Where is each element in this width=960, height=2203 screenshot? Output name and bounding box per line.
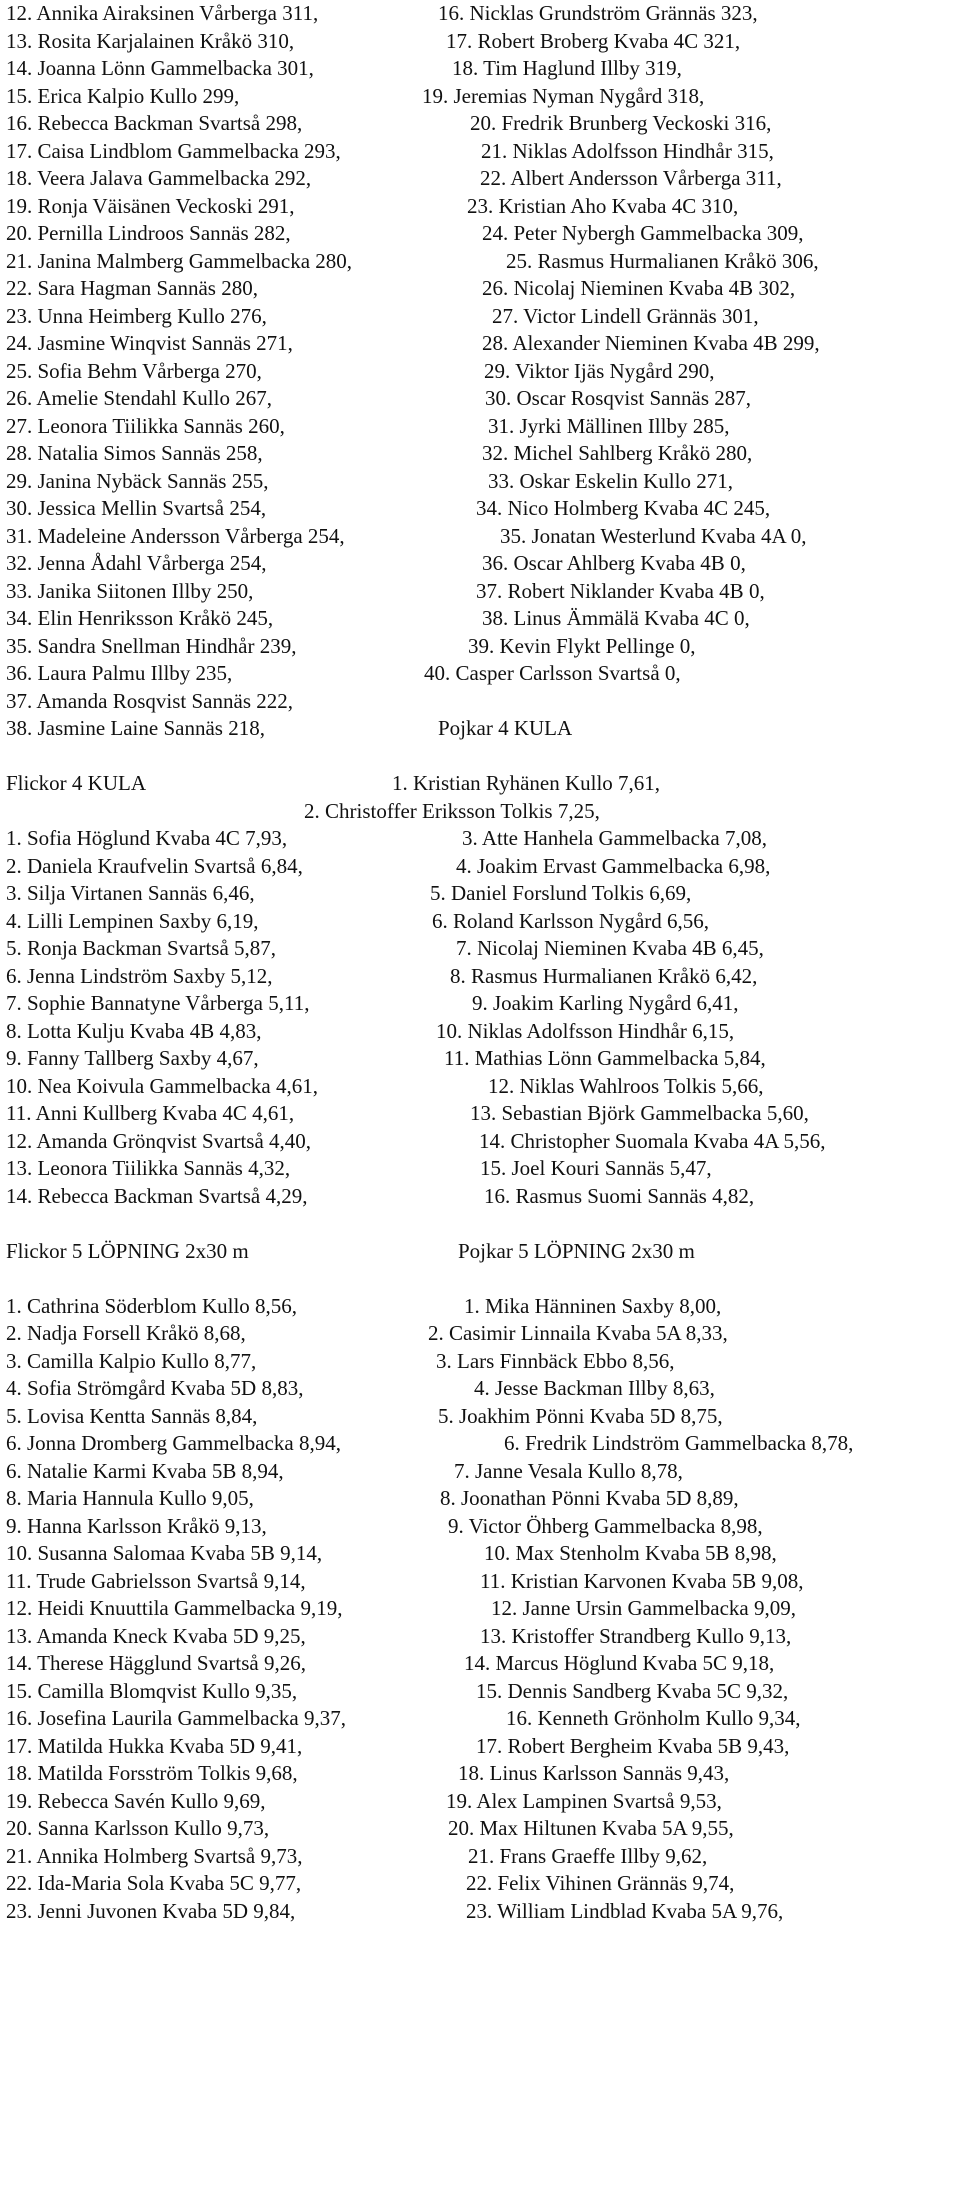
left-column-entry: 21. Janina Malmberg Gammelbacka 280, xyxy=(6,248,353,273)
left-column-entry: 27. Leonora Tiilikka Sannäs 260, xyxy=(6,413,285,438)
result-line xyxy=(6,330,956,358)
left-column-entry: 12. Amanda Grönqvist Svartså 4,40, xyxy=(6,1128,312,1153)
right-column-entry: 15. Dennis Sandberg Kvaba 5C 9,32, xyxy=(476,1678,789,1703)
result-line xyxy=(6,385,956,413)
right-column-entry: 34. Nico Holmberg Kvaba 4C 245, xyxy=(476,496,771,520)
left-column-entry: 9. Fanny Tallberg Saxby 4,67, xyxy=(6,1046,259,1070)
left-column-entry: 9. Hanna Karlsson Kråkö 9,13, xyxy=(6,1513,267,1538)
left-column-entry: 31. Madeleine Andersson Vårberga 254, xyxy=(6,523,345,548)
left-column-entry: 17. Matilda Hukka Kvaba 5D 9,41, xyxy=(6,1733,303,1758)
left-column-entry: 23. Unna Heimberg Kullo 276, xyxy=(6,303,267,328)
left-column-entry: 13. Amanda Kneck Kvaba 5D 9,25, xyxy=(6,1623,306,1648)
right-column-entry: 33. Oskar Eskelin Kullo 271, xyxy=(488,468,733,493)
right-column-entry: 11. Mathias Lönn Gammelbacka 5,84, xyxy=(444,1046,766,1070)
result-line xyxy=(6,605,956,633)
result-line xyxy=(6,1100,956,1128)
right-column-entry: 16. Kenneth Grönholm Kullo 9,34, xyxy=(506,1706,801,1730)
result-line xyxy=(6,28,956,56)
left-column-entry: 15. Erica Kalpio Kullo 299, xyxy=(6,83,240,108)
right-column-entry: 14. Marcus Höglund Kvaba 5C 9,18, xyxy=(464,1651,775,1675)
result-line xyxy=(6,770,956,798)
right-column-entry: Pojkar 4 KULA xyxy=(438,716,573,740)
left-column-entry: 22. Sara Hagman Sannäs 280, xyxy=(6,276,258,300)
right-column-entry: 22. Felix Vihinen Grännäs 9,74, xyxy=(466,1871,735,1895)
result-line xyxy=(6,1898,956,1926)
right-column-entry: 5. Joakhim Pönni Kvaba 5D 8,75, xyxy=(438,1403,723,1428)
result-line xyxy=(6,1623,956,1651)
right-column-entry: 35. Jonatan Westerlund Kvaba 4A 0, xyxy=(500,523,807,548)
right-column-entry: 2. Casimir Linnaila Kvaba 5A 8,33, xyxy=(428,1321,728,1345)
right-column-entry: 18. Tim Haglund Illby 319, xyxy=(452,56,682,80)
result-line xyxy=(6,1513,956,1541)
result-line xyxy=(6,1018,956,1046)
right-column-entry: 4. Joakim Ervast Gammelbacka 6,98, xyxy=(456,853,771,878)
right-column-entry: 16. Rasmus Suomi Sannäs 4,82, xyxy=(484,1183,755,1208)
right-column-entry: 40. Casper Carlsson Svartså 0, xyxy=(424,661,681,685)
right-column-entry: 1. Mika Hänninen Saxby 8,00, xyxy=(464,1293,722,1318)
result-line xyxy=(6,303,956,331)
left-column-entry: 12. Heidi Knuuttila Gammelbacka 9,19, xyxy=(6,1596,343,1620)
left-column-entry: 14. Therese Hägglund Svartså 9,26, xyxy=(6,1651,306,1675)
result-line xyxy=(6,358,956,386)
result-line xyxy=(6,1348,956,1376)
left-column-entry: 10. Nea Koivula Gammelbacka 4,61, xyxy=(6,1073,318,1098)
result-line xyxy=(6,1843,956,1871)
result-line xyxy=(6,1073,956,1101)
result-line xyxy=(6,193,956,221)
left-column-entry: 36. Laura Palmu Illby 235, xyxy=(6,661,233,685)
result-line xyxy=(6,275,956,303)
right-column-entry: 13. Kristoffer Strandberg Kullo 9,13, xyxy=(480,1623,792,1648)
result-line xyxy=(6,1678,956,1706)
right-column-entry: 28. Alexander Nieminen Kvaba 4B 299, xyxy=(482,331,820,355)
right-column-entry: 9. Joakim Karling Nygård 6,41, xyxy=(472,991,739,1015)
left-column-entry: 8. Lotta Kulju Kvaba 4B 4,83, xyxy=(6,1018,262,1043)
result-line xyxy=(6,1183,956,1211)
result-line xyxy=(6,935,956,963)
result-line xyxy=(6,1238,956,1266)
left-column-entry: 8. Maria Hannula Kullo 9,05, xyxy=(6,1486,254,1510)
right-column-entry: 17. Robert Bergheim Kvaba 5B 9,43, xyxy=(476,1733,790,1758)
result-line xyxy=(6,1403,956,1431)
left-column-entry: 35. Sandra Snellman Hindhår 239, xyxy=(6,633,297,658)
result-line xyxy=(6,1128,956,1156)
result-line xyxy=(6,880,956,908)
right-column-entry: 21. Frans Graeffe Illby 9,62, xyxy=(468,1843,708,1868)
result-line xyxy=(6,220,956,248)
left-column-entry: 6. Jenna Lindström Saxby 5,12, xyxy=(6,963,273,988)
right-column-entry: 12. Janne Ursin Gammelbacka 9,09, xyxy=(491,1596,797,1620)
left-column-entry: 2. Nadja Forsell Kråkö 8,68, xyxy=(6,1321,246,1345)
result-line xyxy=(6,55,956,83)
result-line xyxy=(6,1595,956,1623)
right-column-entry: 5. Daniel Forslund Tolkis 6,69, xyxy=(430,881,692,905)
right-column-entry: 20. Max Hiltunen Kvaba 5A 9,55, xyxy=(448,1816,734,1840)
left-column-entry: 3. Silja Virtanen Sannäs 6,46, xyxy=(6,881,255,905)
right-column-entry: 23. Kristian Aho Kvaba 4C 310, xyxy=(467,193,739,218)
left-column-entry: Flickor 5 LÖPNING 2x30 m xyxy=(6,1238,249,1263)
result-line xyxy=(6,853,956,881)
result-line xyxy=(6,1293,956,1321)
right-column-entry: 19. Alex Lampinen Svartså 9,53, xyxy=(446,1788,722,1813)
result-line xyxy=(6,1650,956,1678)
left-column-entry: 17. Caisa Lindblom Gammelbacka 293, xyxy=(6,138,341,163)
right-column-entry: 10. Max Stenholm Kvaba 5B 8,98, xyxy=(484,1541,777,1565)
result-line xyxy=(6,248,956,276)
left-column-entry: 19. Ronja Väisänen Veckoski 291, xyxy=(6,193,295,218)
left-column-entry: 18. Veera Jalava Gammelbacka 292, xyxy=(6,166,312,190)
right-column-entry: 3. Atte Hanhela Gammelbacka 7,08, xyxy=(462,826,767,850)
left-column-entry: 20. Pernilla Lindroos Sannäs 282, xyxy=(6,221,291,245)
result-line xyxy=(6,688,956,716)
result-line xyxy=(6,440,956,468)
result-line xyxy=(6,908,956,936)
right-column-entry: 38. Linus Ämmälä Kvaba 4C 0, xyxy=(482,606,750,630)
result-line xyxy=(6,1705,956,1733)
right-column-entry: 17. Robert Broberg Kvaba 4C 321, xyxy=(446,28,741,53)
right-column-entry: 4. Jesse Backman Illby 8,63, xyxy=(474,1376,715,1400)
right-column-entry: 12. Niklas Wahlroos Tolkis 5,66, xyxy=(488,1073,764,1098)
left-column-entry: 37. Amanda Rosqvist Sannäs 222, xyxy=(6,688,293,713)
left-column-entry: 34. Elin Henriksson Kråkö 245, xyxy=(6,606,274,630)
right-column-entry: 16. Nicklas Grundström Grännäs 323, xyxy=(438,1,758,25)
right-column-entry: 21. Niklas Adolfsson Hindhår 315, xyxy=(481,138,774,163)
result-line xyxy=(6,523,956,551)
result-line xyxy=(6,110,956,138)
right-column-entry: 1. Kristian Ryhänen Kullo 7,61, xyxy=(392,771,661,795)
right-column-entry: 10. Niklas Adolfsson Hindhår 6,15, xyxy=(436,1018,735,1043)
right-column-entry: 3. Lars Finnbäck Ebbo 8,56, xyxy=(436,1348,675,1373)
result-line xyxy=(6,743,956,771)
result-line xyxy=(6,1540,956,1568)
left-column-entry: 16. Rebecca Backman Svartså 298, xyxy=(6,111,303,135)
result-line xyxy=(6,1320,956,1348)
right-column-entry: 22. Albert Andersson Vårberga 311, xyxy=(480,166,782,190)
right-column-entry: 8. Joonathan Pönni Kvaba 5D 8,89, xyxy=(440,1486,739,1510)
left-column-entry: 16. Josefina Laurila Gammelbacka 9,37, xyxy=(6,1706,346,1730)
right-column-entry: 20. Fredrik Brunberg Veckoski 316, xyxy=(470,111,772,135)
left-column-entry: 23. Jenni Juvonen Kvaba 5D 9,84, xyxy=(6,1898,296,1923)
right-column-entry: 39. Kevin Flykt Pellinge 0, xyxy=(468,633,696,658)
left-column-entry: 18. Matilda Forsström Tolkis 9,68, xyxy=(6,1761,298,1785)
results-document xyxy=(6,0,956,1925)
right-column-entry: 13. Sebastian Björk Gammelbacka 5,60, xyxy=(470,1101,809,1125)
left-column-entry: 10. Susanna Salomaa Kvaba 5B 9,14, xyxy=(6,1541,323,1565)
result-line xyxy=(6,1568,956,1596)
left-column-entry: 4. Sofia Strömgård Kvaba 5D 8,83, xyxy=(6,1376,304,1400)
right-column-entry: 7. Nicolaj Nieminen Kvaba 4B 6,45, xyxy=(456,936,764,960)
left-column-entry: 28. Natalia Simos Sannäs 258, xyxy=(6,441,263,465)
result-line xyxy=(6,1788,956,1816)
right-column-entry: 15. Joel Kouri Sannäs 5,47, xyxy=(480,1156,712,1180)
right-column-entry: 30. Oscar Rosqvist Sannäs 287, xyxy=(485,386,751,410)
right-column-entry: 9. Victor Öhberg Gammelbacka 8,98, xyxy=(448,1513,763,1538)
left-column-entry: 22. Ida-Maria Sola Kvaba 5C 9,77, xyxy=(6,1871,302,1895)
left-column-entry: 32. Jenna Ådahl Vårberga 254, xyxy=(6,551,267,575)
result-line xyxy=(6,963,956,991)
result-line xyxy=(6,1375,956,1403)
right-column-entry: 23. William Lindblad Kvaba 5A 9,76, xyxy=(466,1898,784,1923)
result-line xyxy=(6,633,956,661)
left-column-entry: 30. Jessica Mellin Svartså 254, xyxy=(6,496,267,520)
right-column-entry: 26. Nicolaj Nieminen Kvaba 4B 302, xyxy=(482,276,796,300)
left-column-entry: 1. Cathrina Söderblom Kullo 8,56, xyxy=(6,1293,298,1318)
right-column-entry: 19. Jeremias Nyman Nygård 318, xyxy=(422,83,705,108)
result-line xyxy=(6,1458,956,1486)
result-line xyxy=(6,1870,956,1898)
right-column-entry: 32. Michel Sahlberg Kråkö 280, xyxy=(482,441,753,465)
right-column-entry: 36. Oscar Ahlberg Kvaba 4B 0, xyxy=(482,551,746,575)
left-column-entry: 6. Natalie Karmi Kvaba 5B 8,94, xyxy=(6,1458,284,1483)
result-line xyxy=(6,798,956,826)
right-column-entry: 14. Christopher Suomala Kvaba 4A 5,56, xyxy=(479,1128,826,1153)
result-line xyxy=(6,990,956,1018)
right-column-entry: 11. Kristian Karvonen Kvaba 5B 9,08, xyxy=(480,1568,804,1593)
result-line xyxy=(6,1485,956,1513)
result-line xyxy=(6,138,956,166)
left-column-entry: 14. Rebecca Backman Svartså 4,29, xyxy=(6,1183,308,1208)
result-line xyxy=(6,825,956,853)
result-line xyxy=(6,1760,956,1788)
left-column-entry: 25. Sofia Behm Vårberga 270, xyxy=(6,358,262,383)
left-column-entry: 3. Camilla Kalpio Kullo 8,77, xyxy=(6,1348,257,1373)
right-column-entry: 37. Robert Niklander Kvaba 4B 0, xyxy=(476,578,765,603)
left-column-entry: 4. Lilli Lempinen Saxby 6,19, xyxy=(6,908,259,933)
result-line xyxy=(6,1733,956,1761)
result-line xyxy=(6,660,956,688)
left-column-entry: 38. Jasmine Laine Sannäs 218, xyxy=(6,716,265,740)
left-column-entry: 11. Trude Gabrielsson Svartså 9,14, xyxy=(6,1568,306,1593)
left-column-entry: 14. Joanna Lönn Gammelbacka 301, xyxy=(6,56,314,80)
left-column-entry: Flickor 4 KULA xyxy=(6,771,146,795)
left-column-entry: 12. Annika Airaksinen Vårberga 311, xyxy=(6,1,319,25)
left-column-entry: 20. Sanna Karlsson Kullo 9,73, xyxy=(6,1816,270,1840)
right-column-entry: 2. Christoffer Eriksson Tolkis 7,25, xyxy=(304,798,600,823)
left-column-entry: 21. Annika Holmberg Svartså 9,73, xyxy=(6,1843,303,1868)
result-line xyxy=(6,83,956,111)
right-column-entry: 27. Victor Lindell Grännäs 301, xyxy=(492,303,759,328)
right-column-entry: 18. Linus Karlsson Sannäs 9,43, xyxy=(458,1761,730,1785)
left-column-entry: 13. Leonora Tiilikka Sannäs 4,32, xyxy=(6,1156,291,1180)
result-line xyxy=(6,715,956,743)
right-column-entry: 25. Rasmus Hurmalianen Kråkö 306, xyxy=(506,248,819,273)
left-column-entry: 29. Janina Nybäck Sannäs 255, xyxy=(6,468,269,493)
left-column-entry: 1. Sofia Höglund Kvaba 4C 7,93, xyxy=(6,826,288,850)
left-column-entry: 33. Janika Siitonen Illby 250, xyxy=(6,578,254,603)
left-column-entry: 6. Jonna Dromberg Gammelbacka 8,94, xyxy=(6,1431,341,1455)
result-line xyxy=(6,1155,956,1183)
result-line xyxy=(6,1265,956,1293)
result-line xyxy=(6,550,956,578)
result-line xyxy=(6,0,956,28)
result-line xyxy=(6,578,956,606)
right-column-entry: 6. Roland Karlsson Nygård 6,56, xyxy=(432,908,710,933)
right-column-entry: Pojkar 5 LÖPNING 2x30 m xyxy=(458,1238,695,1263)
result-line xyxy=(6,1815,956,1843)
left-column-entry: 7. Sophie Bannatyne Vårberga 5,11, xyxy=(6,991,310,1015)
left-column-entry: 19. Rebecca Savén Kullo 9,69, xyxy=(6,1788,266,1813)
left-column-entry: 5. Ronja Backman Svartså 5,87, xyxy=(6,936,277,960)
left-column-entry: 26. Amelie Stendahl Kullo 267, xyxy=(6,386,272,410)
left-column-entry: 5. Lovisa Kentta Sannäs 8,84, xyxy=(6,1403,258,1428)
left-column-entry: 2. Daniela Kraufvelin Svartså 6,84, xyxy=(6,853,303,878)
result-line xyxy=(6,1210,956,1238)
left-column-entry: 24. Jasmine Winqvist Sannäs 271, xyxy=(6,331,293,355)
result-line xyxy=(6,1430,956,1458)
left-column-entry: 13. Rosita Karjalainen Kråkö 310, xyxy=(6,28,295,53)
left-column-entry: 15. Camilla Blomqvist Kullo 9,35, xyxy=(6,1678,298,1703)
right-column-entry: 31. Jyrki Mällinen Illby 285, xyxy=(488,413,730,438)
right-column-entry: 7. Janne Vesala Kullo 8,78, xyxy=(454,1458,683,1483)
result-line xyxy=(6,495,956,523)
right-column-entry: 8. Rasmus Hurmalianen Kråkö 6,42, xyxy=(450,963,758,988)
right-column-entry: 6. Fredrik Lindström Gammelbacka 8,78, xyxy=(504,1431,854,1455)
result-line xyxy=(6,468,956,496)
left-column-entry: 11. Anni Kullberg Kvaba 4C 4,61, xyxy=(6,1101,295,1125)
result-line xyxy=(6,413,956,441)
right-column-entry: 24. Peter Nybergh Gammelbacka 309, xyxy=(482,221,804,245)
result-line xyxy=(6,165,956,193)
right-column-entry: 29. Viktor Ijäs Nygård 290, xyxy=(484,358,715,383)
result-line xyxy=(6,1045,956,1073)
